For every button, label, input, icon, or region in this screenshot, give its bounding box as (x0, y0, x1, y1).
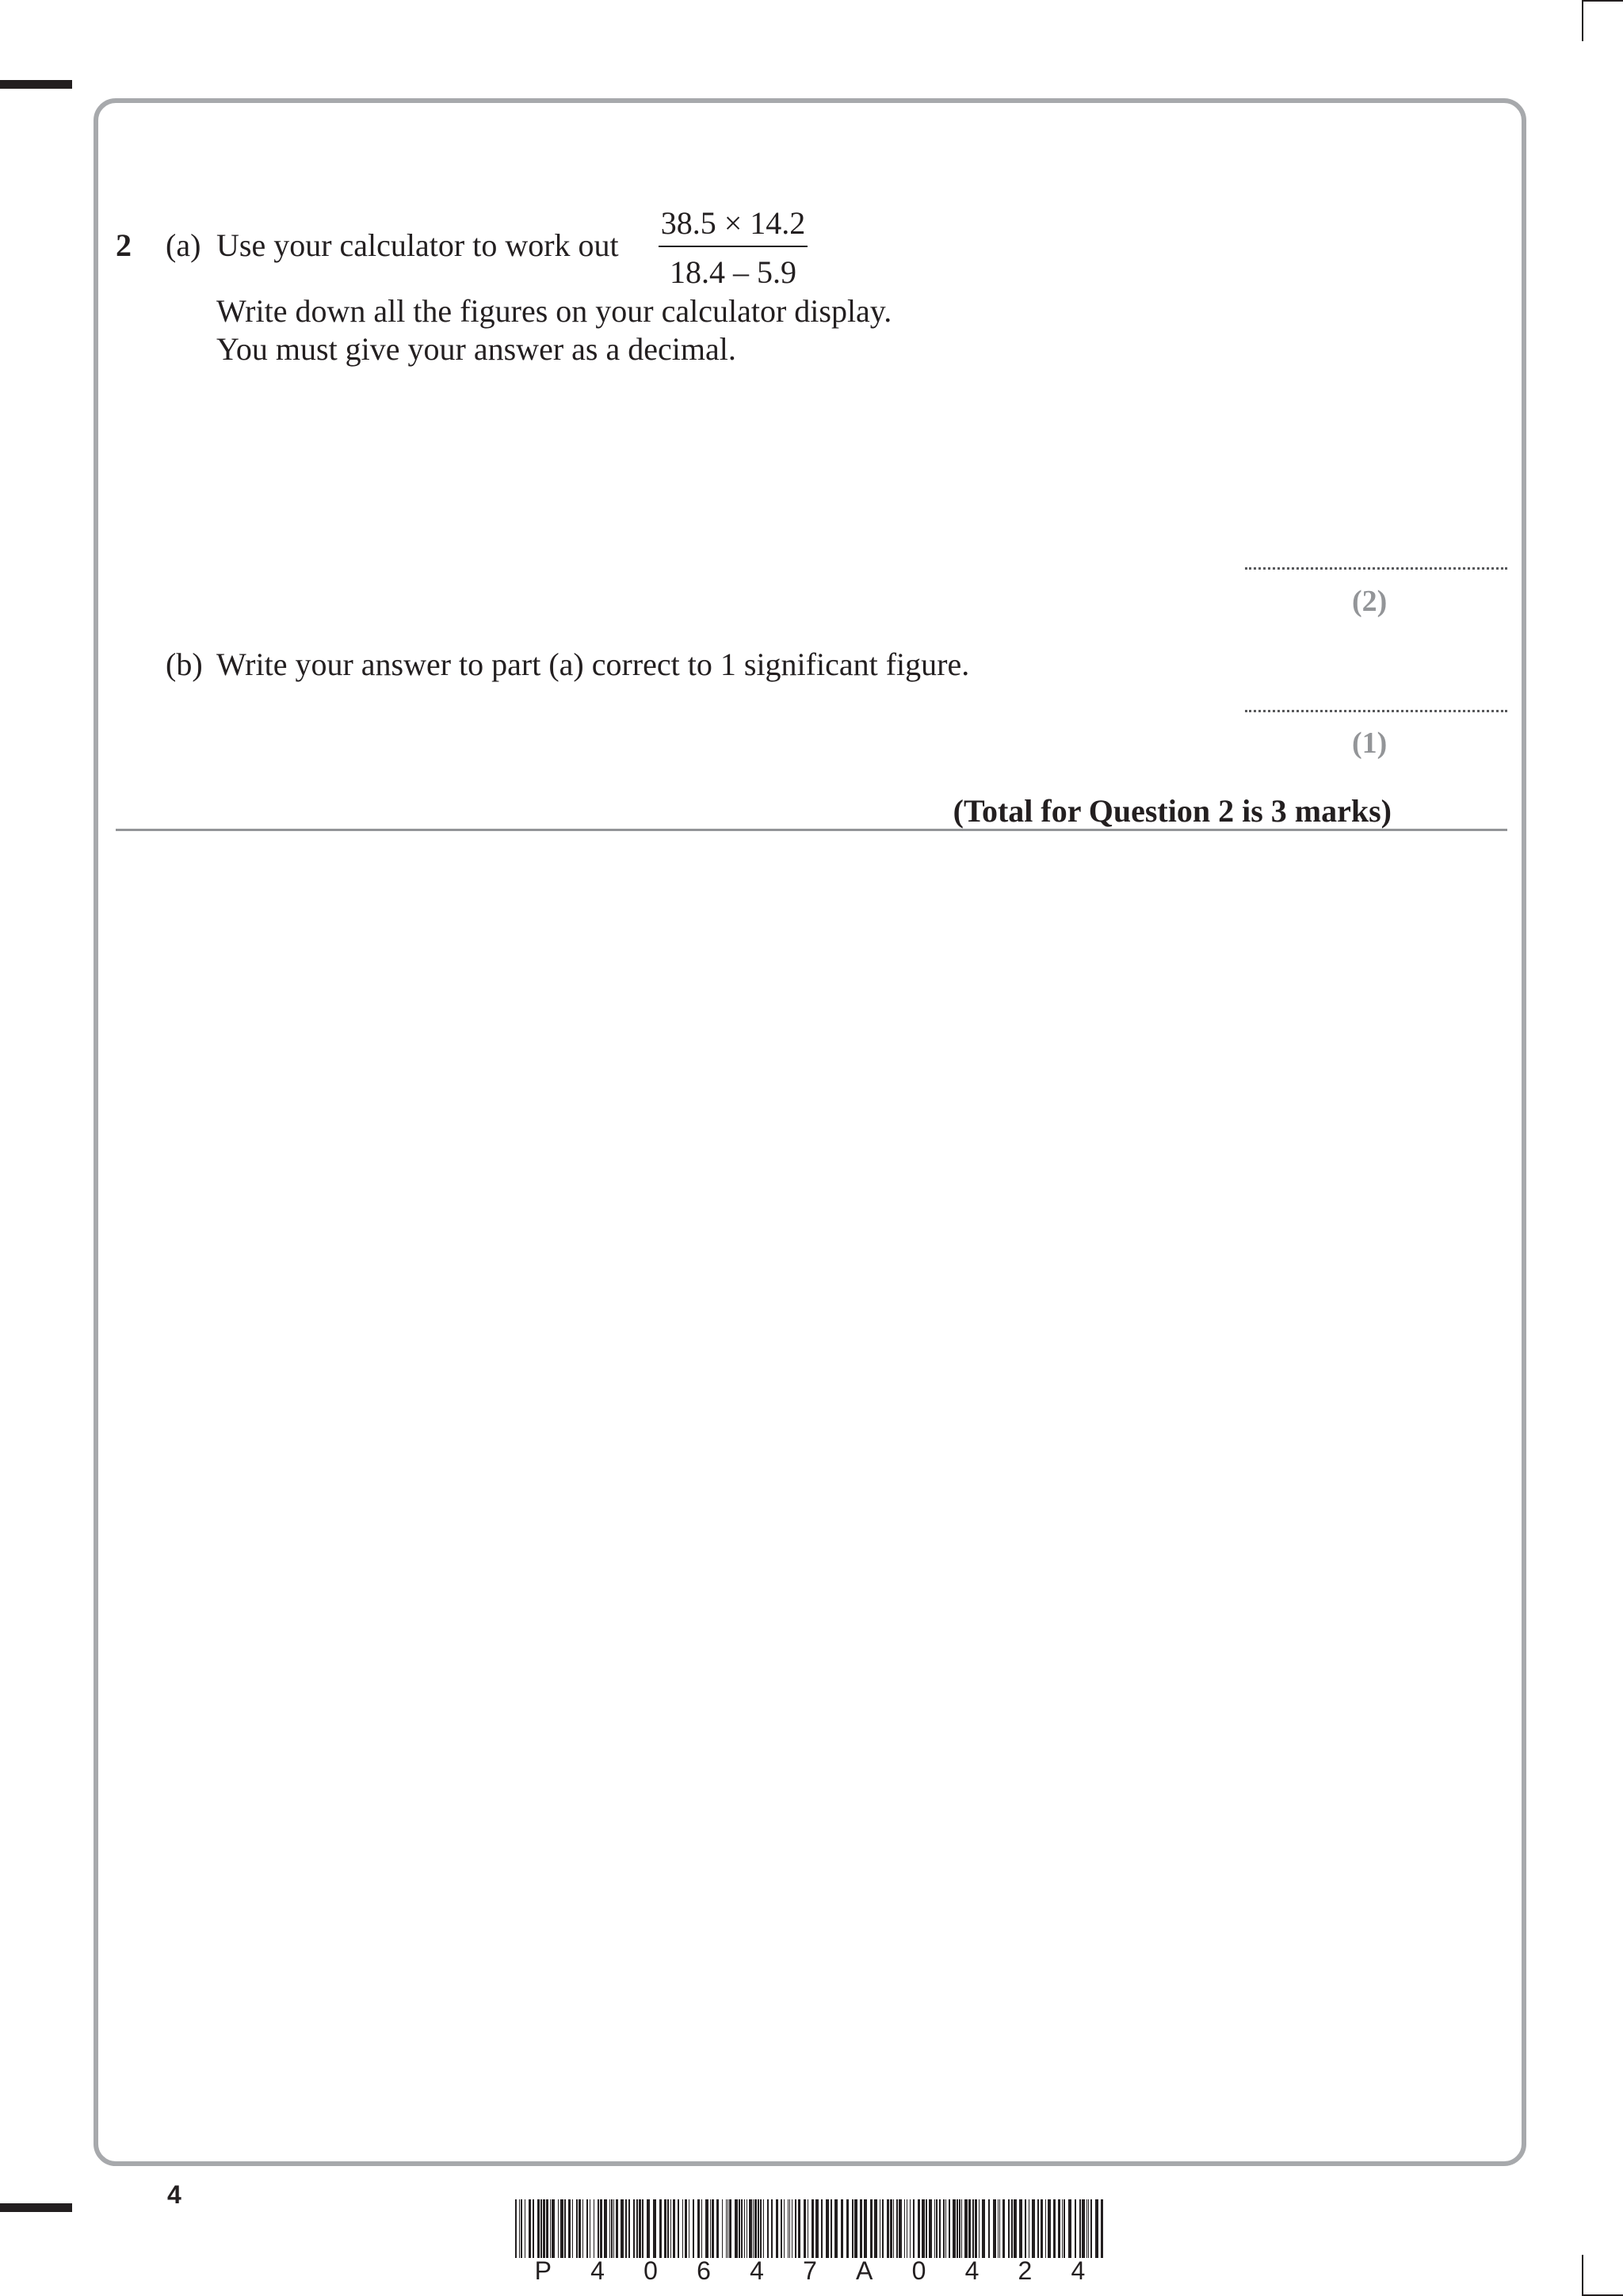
barcode-bar (993, 2199, 996, 2258)
barcode-bar (1008, 2199, 1010, 2258)
barcode-bar (1053, 2199, 1056, 2258)
barcode-char: 4 (1071, 2256, 1086, 2285)
barcode-bar (678, 2199, 679, 2258)
barcode-bar (846, 2199, 849, 2258)
barcode-bar (705, 2199, 708, 2258)
barcode-bar (664, 2199, 666, 2258)
barcode-bar (789, 2199, 790, 2258)
part-a-marks: (2) (1352, 585, 1388, 618)
barcode-bar (815, 2199, 819, 2258)
part-a-prompt: Use your calculator to work out (216, 227, 619, 263)
barcode-bar (579, 2199, 581, 2258)
barcode-bar (988, 2199, 990, 2258)
barcode-bar (918, 2199, 920, 2258)
barcode-bar (621, 2199, 624, 2258)
barcode-bar (841, 2199, 843, 2258)
barcode-bar (882, 2199, 884, 2258)
barcode (515, 2199, 1105, 2258)
barcode-bar (860, 2199, 862, 2258)
barcode-bar (798, 2199, 800, 2258)
part-a-answer-line[interactable] (1245, 567, 1507, 570)
barcode-bar (609, 2199, 610, 2258)
barcode-bar (771, 2199, 773, 2258)
barcode-bar (550, 2199, 551, 2258)
barcode-bar (716, 2199, 719, 2258)
barcode-bar (633, 2199, 635, 2258)
crop-mark-top-right-h (1582, 0, 1623, 2)
barcode-char: 4 (750, 2256, 764, 2285)
barcode-bar (887, 2199, 889, 2258)
barcode-bar (943, 2199, 945, 2258)
barcode-bar (586, 2199, 588, 2258)
barcode-bar (893, 2199, 894, 2258)
barcode-bar (934, 2199, 935, 2258)
barcode-bar (953, 2199, 956, 2258)
question-total: (Total for Question 2 is 3 marks) (953, 793, 1392, 829)
barcode-text (515, 2256, 1105, 2286)
barcode-bar (582, 2199, 583, 2258)
barcode-bar (1037, 2199, 1039, 2258)
barcode-bar (682, 2199, 683, 2258)
barcode-bar (1088, 2199, 1089, 2258)
barcode-char: 6 (697, 2256, 711, 2285)
barcode-bar (834, 2199, 838, 2258)
barcode-bar (964, 2199, 968, 2258)
barcode-bar (710, 2199, 711, 2258)
barcode-bar (753, 2199, 754, 2258)
barcode-bar (537, 2199, 540, 2258)
barcode-bar (979, 2199, 980, 2258)
barcode-bar (543, 2199, 545, 2258)
barcode-bar (673, 2199, 675, 2258)
barcode-char: 0 (643, 2256, 658, 2285)
barcode-bar (821, 2199, 823, 2258)
barcode-bar (826, 2199, 829, 2258)
barcode-bar (763, 2199, 764, 2258)
barcode-bar (572, 2199, 573, 2258)
barcode-bar (533, 2199, 534, 2258)
barcode-bar (722, 2199, 723, 2258)
barcode-bar (754, 2199, 757, 2258)
barcode-bar (781, 2199, 782, 2258)
barcode-bar (636, 2199, 638, 2258)
barcode-bar (870, 2199, 873, 2258)
barcode-bar (913, 2199, 915, 2258)
barcode-bar (854, 2199, 857, 2258)
barcode-char: A (856, 2256, 873, 2285)
part-b-marks: (1) (1352, 727, 1388, 760)
barcode-bar (899, 2199, 902, 2258)
barcode-bar (613, 2199, 614, 2258)
barcode-bar (1086, 2199, 1087, 2258)
barcode-bar (1041, 2199, 1043, 2258)
barcode-bar (1090, 2199, 1092, 2258)
barcode-bar (726, 2199, 727, 2258)
crop-mark-top-right-v (1582, 0, 1583, 41)
barcode-char: 7 (803, 2256, 817, 2285)
barcode-bar (642, 2199, 643, 2258)
barcode-bar (529, 2199, 531, 2258)
barcode-char: 4 (964, 2256, 980, 2285)
barcode-bar (546, 2199, 548, 2258)
barcode-bar (653, 2199, 656, 2258)
barcode-bar (904, 2199, 905, 2258)
barcode-bar (760, 2199, 762, 2258)
barcode-bar (741, 2199, 743, 2258)
barcode-bar (961, 2199, 962, 2258)
barcode-bar (896, 2199, 898, 2258)
barcode-bar (576, 2199, 578, 2258)
barcode-char: 2 (1018, 2256, 1033, 2285)
barcode-bar (982, 2199, 985, 2258)
barcode-bar (540, 2199, 542, 2258)
barcode-bar (639, 2199, 641, 2258)
barcode-bar (1014, 2199, 1017, 2258)
barcode-bar (1082, 2199, 1085, 2258)
question-number: 2 (116, 227, 132, 263)
barcode-bar (1075, 2199, 1076, 2258)
barcode-bar (749, 2199, 752, 2258)
barcode-bar (670, 2199, 671, 2258)
barcode-char: 4 (590, 2256, 605, 2285)
barcode-bar (600, 2199, 602, 2258)
barcode-bar (598, 2199, 599, 2258)
fraction-bar (659, 246, 808, 247)
barcode-bar (560, 2199, 563, 2258)
margin-bar-bottom (0, 2203, 72, 2212)
part-b-label: (b) (166, 646, 203, 682)
barcode-bar (864, 2199, 867, 2258)
barcode-bar (758, 2199, 759, 2258)
barcode-bar (647, 2199, 650, 2258)
barcode-bar (831, 2199, 832, 2258)
margin-bar-top (0, 80, 72, 89)
barcode-bar (957, 2199, 958, 2258)
barcode-bar (910, 2199, 911, 2258)
fraction-denominator: 18.4 – 5.9 (670, 254, 796, 290)
barcode-bar (739, 2199, 740, 2258)
barcode-bar (1032, 2199, 1035, 2258)
barcode-bar (784, 2199, 785, 2258)
barcode-bar (788, 2199, 789, 2258)
page-number: 4 (167, 2180, 181, 2209)
barcode-bar (727, 2199, 728, 2258)
barcode-bar (659, 2199, 662, 2258)
barcode-bar (616, 2199, 618, 2258)
barcode-bar (852, 2199, 854, 2258)
part-a-instruction-1: Write down all the figures on your calculator display. (216, 293, 892, 329)
barcode-bar (949, 2199, 950, 2258)
barcode-bar (795, 2199, 796, 2258)
barcode-bar (1095, 2199, 1098, 2258)
barcode-bar (712, 2199, 714, 2258)
part-b-prompt: Write your answer to part (a) correct to 1 significant figure. (216, 646, 970, 682)
barcode-bar (1068, 2199, 1071, 2258)
barcode-bar (744, 2199, 745, 2258)
barcode-bar (767, 2199, 769, 2258)
barcode-bar (776, 2199, 778, 2258)
barcode-bar (519, 2199, 520, 2258)
barcode-bar (729, 2199, 731, 2258)
barcode-bar (926, 2199, 927, 2258)
barcode-bar (874, 2199, 877, 2258)
barcode-bar (890, 2199, 892, 2258)
barcode-char: P (534, 2256, 552, 2285)
barcode-bar (1002, 2199, 1005, 2258)
barcode-bar (558, 2199, 559, 2258)
barcode-bar (521, 2199, 522, 2258)
barcode-bar (701, 2199, 702, 2258)
barcode-bar (1064, 2199, 1065, 2258)
barcode-bar (975, 2199, 977, 2258)
barcode-bar (945, 2199, 946, 2258)
question-end-rule (116, 829, 1507, 831)
barcode-bar (1101, 2199, 1103, 2258)
barcode-bar (1048, 2199, 1051, 2258)
barcode-bar (936, 2199, 938, 2258)
barcode-bar (1019, 2199, 1022, 2258)
barcode-bar (804, 2199, 806, 2258)
barcode-bar (693, 2199, 694, 2258)
fraction-numerator: 38.5 × 14.2 (660, 205, 806, 241)
barcode-bar (1025, 2199, 1026, 2258)
barcode-bar (939, 2199, 941, 2258)
answer-frame (94, 98, 1526, 2166)
barcode-bar (552, 2199, 555, 2258)
barcode-bar (515, 2199, 517, 2258)
barcode-bar (998, 2199, 999, 2258)
barcode-bar (959, 2199, 960, 2258)
barcode-bar (922, 2199, 925, 2258)
barcode-char: 0 (911, 2256, 926, 2285)
barcode-bar (735, 2199, 738, 2258)
barcode-bar (697, 2199, 700, 2258)
barcode-bar (1058, 2199, 1060, 2258)
barcode-bar (625, 2199, 627, 2258)
barcode-bar (611, 2199, 613, 2258)
barcode-bar (564, 2199, 566, 2258)
barcode-bar (812, 2199, 814, 2258)
barcode-bar (667, 2199, 669, 2258)
barcode-bar (1045, 2199, 1046, 2258)
barcode-bar (604, 2199, 607, 2258)
barcode-bar (1011, 2199, 1013, 2258)
barcode-bar (968, 2199, 971, 2258)
barcode-bar (1079, 2199, 1081, 2258)
part-a-instruction-2: You must give your answer as a decimal. (216, 331, 736, 367)
part-a-label: (a) (166, 227, 201, 263)
barcode-bar (685, 2199, 687, 2258)
barcode-bar (1062, 2199, 1063, 2258)
crop-mark-bottom-right-v (1582, 2255, 1583, 2296)
barcode-bar (628, 2199, 630, 2258)
barcode-bar (568, 2199, 571, 2258)
part-b-answer-line[interactable] (1245, 710, 1507, 712)
barcode-bar (929, 2199, 932, 2258)
barcode-bar (972, 2199, 974, 2258)
barcode-bar (999, 2199, 1000, 2258)
